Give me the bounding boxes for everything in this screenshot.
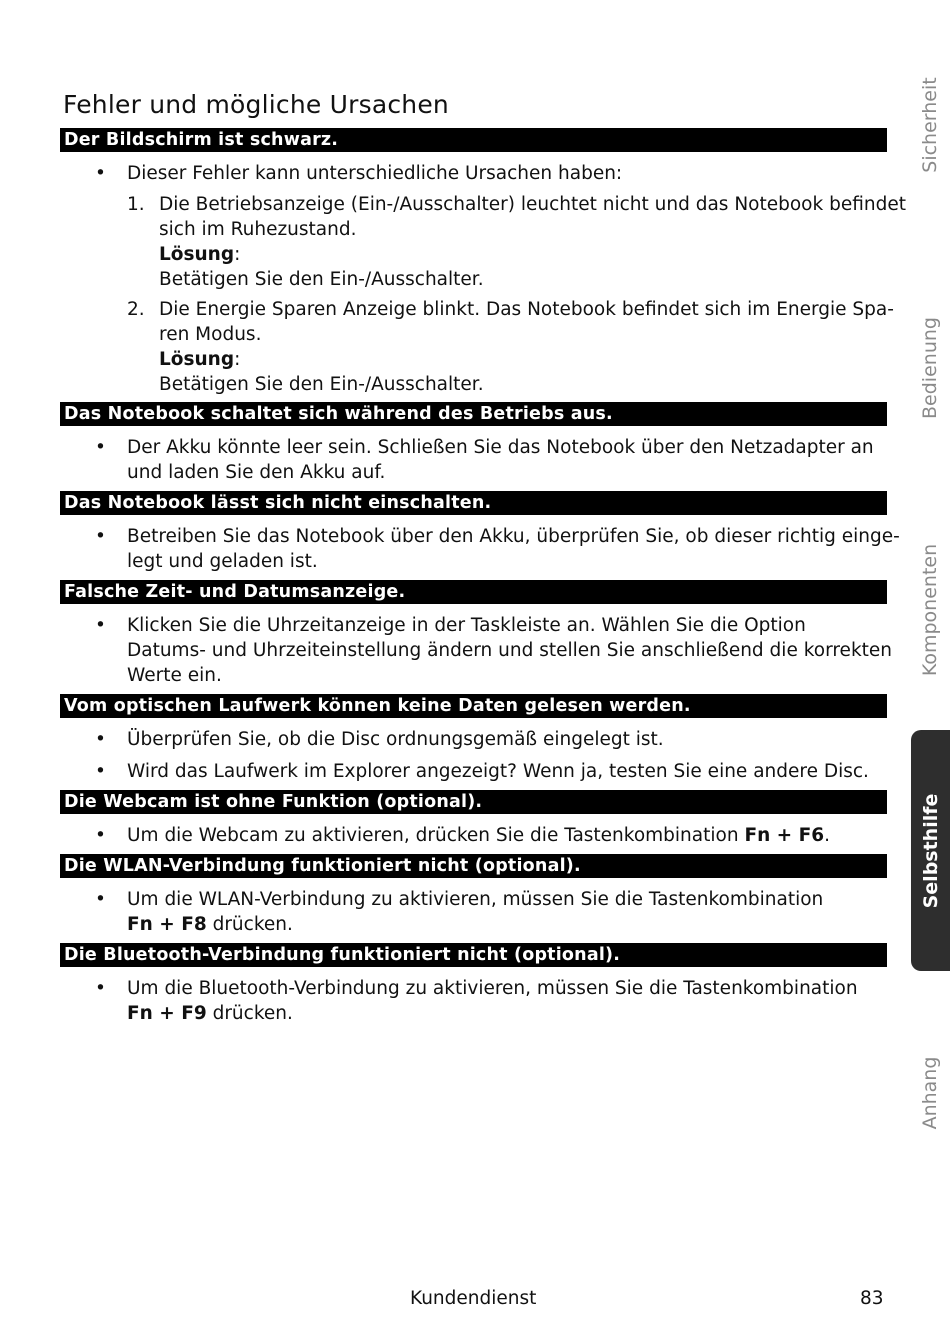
side-tab-sicherheit[interactable] (910, 70, 950, 180)
list-item-text: und laden Sie den Akku auf. (127, 462, 386, 483)
list-item-text: Wird das Laufwerk im Explorer angezeigt? Wenn ja, testen Sie eine andere Disc. (127, 761, 869, 782)
sentence-end: drücken. (206, 1003, 293, 1024)
key-combination: Fn + F9 (127, 1003, 207, 1024)
side-tab-selbsthilfe[interactable] (911, 730, 950, 971)
page-number: 83 (860, 1288, 884, 1309)
item-text-line: sich im Ruhezustand. (159, 219, 357, 240)
key-combination: Fn + F8 (127, 914, 207, 935)
side-tab-label: Selbsthilfe (919, 793, 942, 908)
list-item-text: Datums- und Uhrzeiteinstellung ändern und stellen Sie anschließend die korrekten (127, 640, 893, 661)
key-combination: Fn + F6 (744, 825, 825, 846)
side-tab-label: Anhang (919, 1056, 941, 1129)
side-tab-label: Sicherheit (919, 77, 941, 173)
sentence-end: drücken. (206, 914, 293, 935)
sentence-end: . (824, 825, 831, 846)
item-text-line: Die Betriebsanzeige (Ein-/Ausschalter) leuchtet nicht und das Notebook befindet (159, 194, 906, 215)
side-tab-komponenten[interactable] (910, 535, 950, 685)
side-tab-label: Komponenten (919, 543, 941, 677)
bullet-icon: • (95, 437, 106, 458)
bullet-icon: • (95, 729, 106, 750)
solution-colon: : (234, 349, 241, 370)
section-heading-wlan: Die WLAN-Verbindung funktioniert nicht (optional). (60, 854, 887, 878)
bullet-icon: • (95, 761, 106, 782)
item-number: 2. (127, 299, 145, 320)
bullet-icon: • (95, 163, 106, 184)
bullet-icon: • (95, 526, 106, 547)
side-tab-anhang[interactable] (910, 1050, 950, 1135)
section-heading-wont-start: Das Notebook lässt sich nicht einschalten. (60, 491, 887, 515)
item-number: 1. (127, 194, 145, 215)
bullet-icon: • (95, 978, 106, 999)
solution-label: Lösung (159, 244, 235, 265)
solution-label-line (159, 347, 887, 372)
item-text-line: ren Modus. (159, 324, 262, 345)
list-item-text: Dieser Fehler kann unterschiedliche Ursachen haben: (127, 163, 623, 184)
webcam-instruction: Um die Webcam zu aktivieren, drücken Sie die Tastenkombination (127, 825, 745, 846)
list-item-text (127, 1001, 885, 1026)
solution-label: Lösung (159, 349, 235, 370)
solution-colon: : (234, 244, 241, 265)
list-item-text: Überprüfen Sie, ob die Disc ordnungsgemäß eingelegt ist. (127, 729, 664, 750)
bullet-icon: • (95, 615, 106, 636)
list-item-text: Um die WLAN-Verbindung zu aktivieren, müssen Sie die Tastenkombination (127, 889, 824, 910)
list-item-text: legt und geladen ist. (127, 551, 318, 572)
section-heading-wrong-time: Falsche Zeit- und Datumsanzeige. (60, 580, 887, 604)
side-tab-bedienung[interactable] (910, 310, 950, 425)
solution-text: Betätigen Sie den Ein-/Ausschalter. (159, 374, 484, 395)
section-heading-bluetooth: Die Bluetooth-Verbindung funktioniert nicht (optional). (60, 943, 887, 967)
list-item-text (127, 823, 885, 848)
list-item-text: Werte ein. (127, 665, 222, 686)
bullet-icon: • (95, 889, 106, 910)
item-text-line: Die Energie Sparen Anzeige blinkt. Das Notebook befindet sich im Energie Spa- (159, 299, 894, 320)
section-heading-webcam: Die Webcam ist ohne Funktion (optional). (60, 790, 887, 814)
section-heading-shuts-down: Das Notebook schaltet sich während des Betriebs aus. (60, 402, 887, 426)
list-item-text: Der Akku könnte leer sein. Schließen Sie das Notebook über den Netzadapter an (127, 437, 874, 458)
bullet-icon: • (95, 825, 106, 846)
list-item-text: Um die Bluetooth-Verbindung zu aktivieren, müssen Sie die Tastenkombination (127, 978, 858, 999)
list-item-text (127, 912, 885, 937)
list-item-text: Klicken Sie die Uhrzeitanzeige in der Taskleiste an. Wählen Sie die Option (127, 615, 806, 636)
solution-label-line (159, 242, 887, 267)
solution-text: Betätigen Sie den Ein-/Ausschalter. (159, 269, 484, 290)
side-tab-label: Bedienung (919, 316, 941, 419)
section-heading-black-screen: Der Bildschirm ist schwarz. (60, 128, 887, 152)
page-title: Fehler und mögliche Ursachen (63, 90, 449, 119)
list-item-text: Betreiben Sie das Notebook über den Akku, überprüfen Sie, ob dieser richtig einge- (127, 526, 900, 547)
section-heading-optical-drive: Vom optischen Laufwerk können keine Daten gelesen werden. (60, 694, 887, 718)
footer-label: Kundendienst (410, 1288, 537, 1309)
